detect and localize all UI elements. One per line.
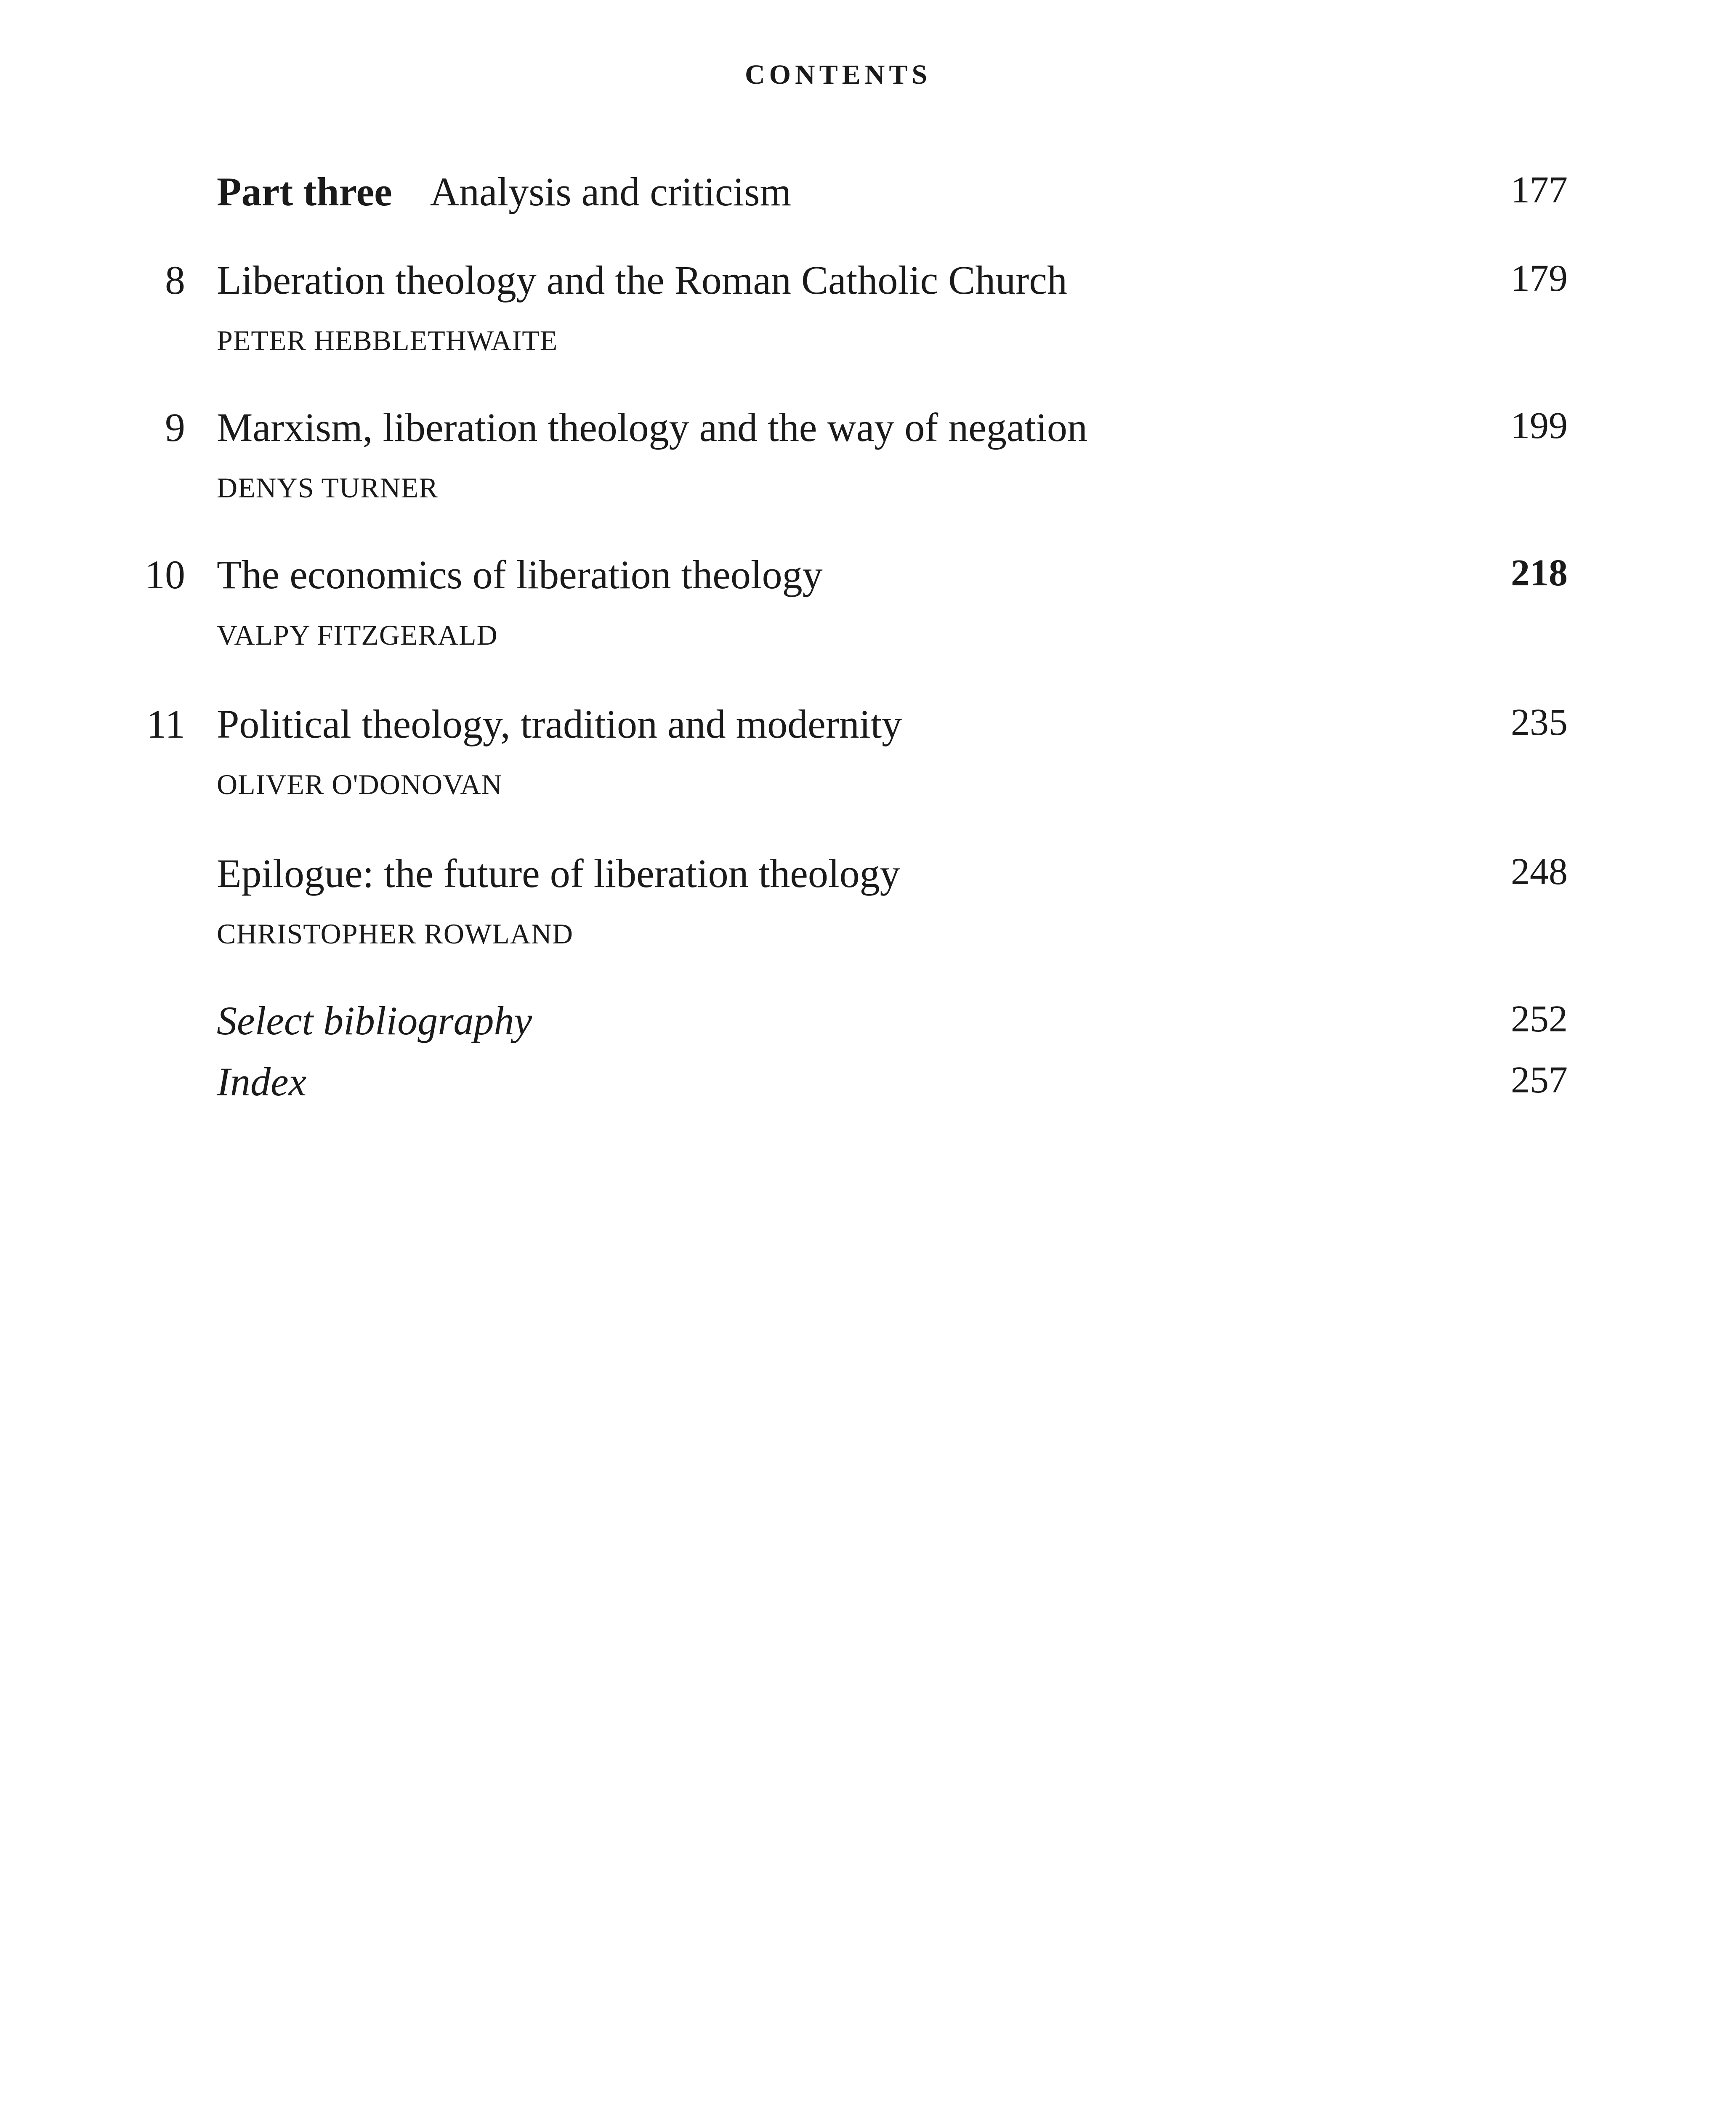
chapter-author: PETER HEBBLETHWAITE (217, 324, 558, 356)
part-label: Part three (217, 169, 392, 214)
chapter-title: The economics of liberation theology (217, 552, 823, 597)
bibliography-title: Select bibliography (217, 998, 532, 1043)
chapter-author: OLIVER O'DONOVAN (217, 768, 502, 800)
index-page-number: 257 (1511, 1059, 1568, 1101)
bibliography-page-number: 252 (1511, 998, 1568, 1040)
epilogue-page-number: 248 (1511, 851, 1568, 893)
index-title: Index (217, 1059, 307, 1104)
chapter-page-number: 218 (1511, 552, 1568, 594)
part-heading (217, 168, 791, 215)
running-head: CONTENTS (745, 59, 932, 90)
chapter-author: VALPY FITZGERALD (217, 619, 498, 651)
chapter-number: 11 (146, 701, 185, 746)
chapter-number: 9 (165, 405, 185, 450)
chapter-page-number: 199 (1511, 405, 1568, 446)
chapter-title: Marxism, liberation theology and the way of negation (217, 405, 1087, 450)
chapter-number: 8 (165, 258, 185, 303)
epilogue-author: CHRISTOPHER ROWLAND (217, 918, 574, 950)
chapter-number: 10 (145, 552, 185, 597)
chapter-title: Political theology, tradition and modernity (217, 701, 902, 746)
epilogue-title: Epilogue: the future of liberation theology (217, 851, 900, 896)
chapter-page-number: 179 (1511, 258, 1568, 299)
chapter-author: DENYS TURNER (217, 472, 439, 504)
part-title: Analysis and criticism (430, 169, 792, 214)
part-page-number: 177 (1511, 169, 1568, 211)
chapter-title: Liberation theology and the Roman Catholic Church (217, 258, 1067, 303)
chapter-page-number: 235 (1511, 701, 1568, 743)
